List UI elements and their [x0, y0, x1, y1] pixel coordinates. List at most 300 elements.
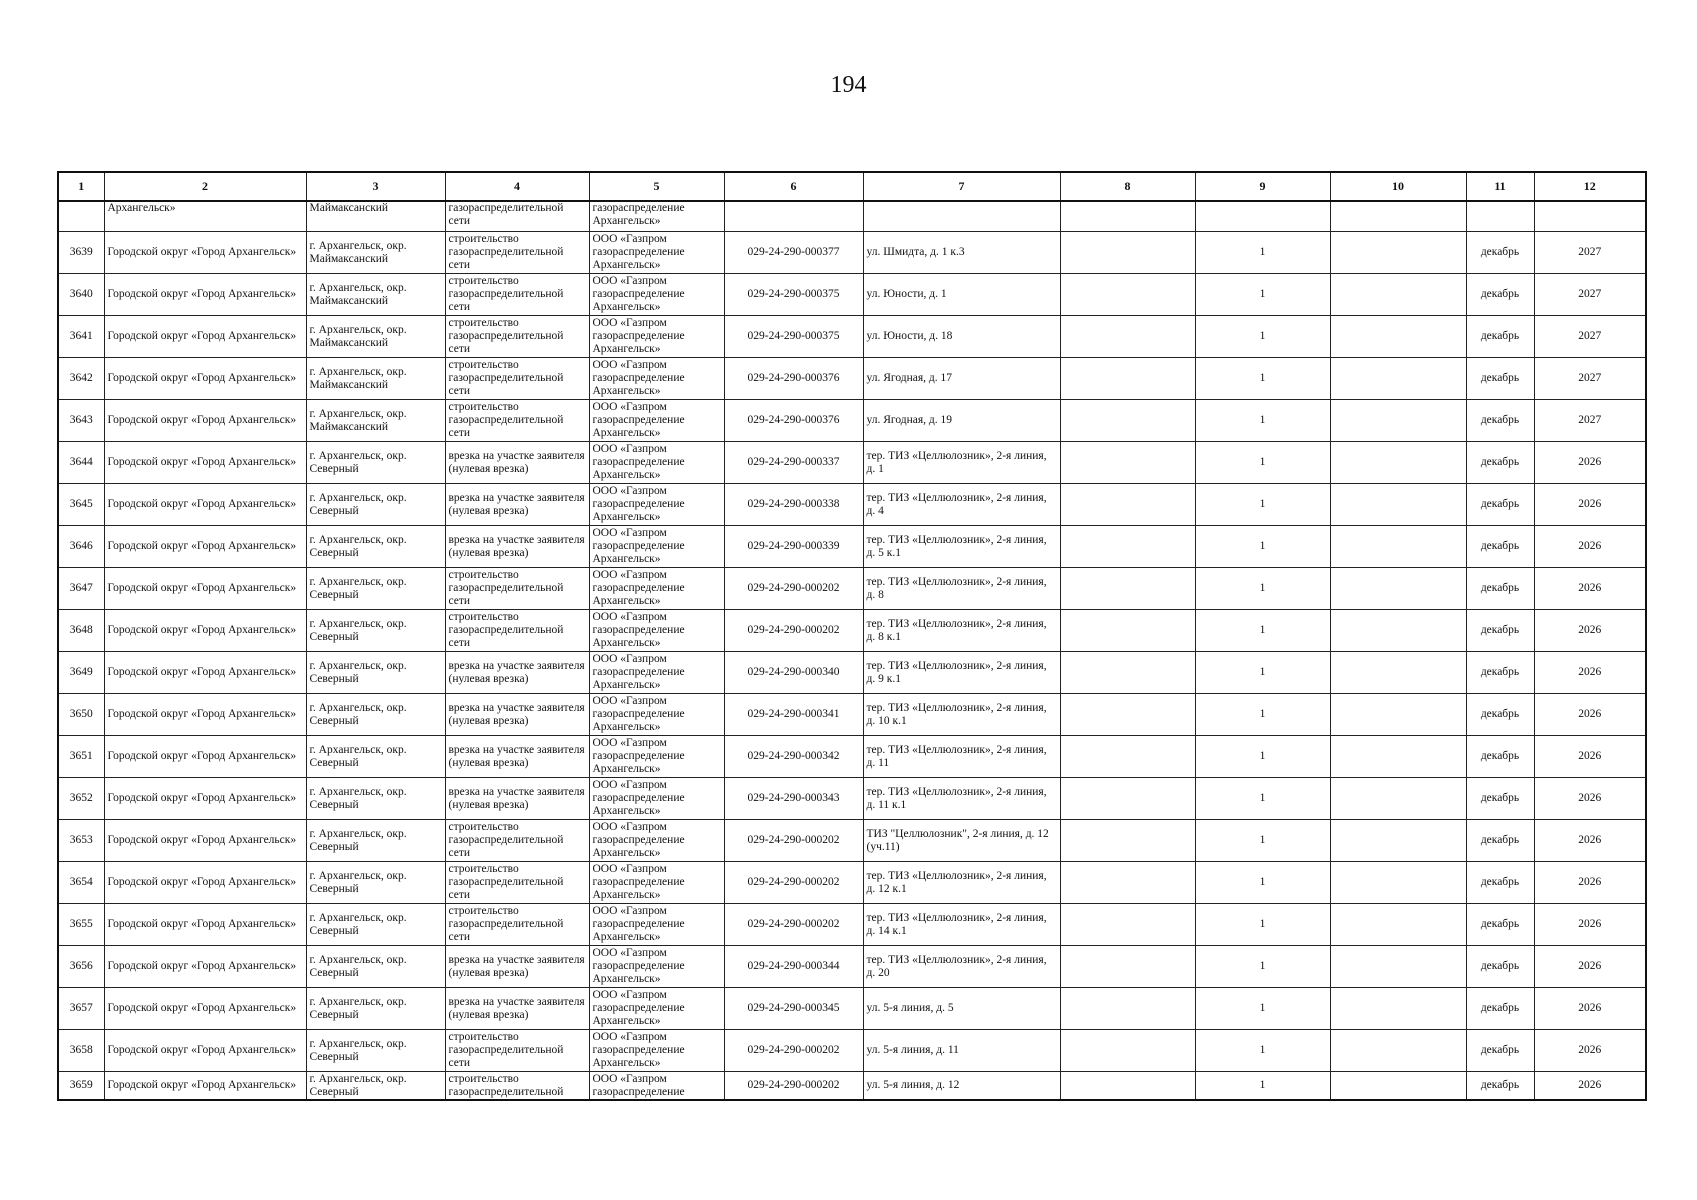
cell-work-type: строительство газораспределительной [445, 1072, 589, 1101]
cell-municipality: Городской округ «Город Архангельск» [104, 652, 306, 694]
cell-address: ул. Юности, д. 18 [863, 316, 1060, 358]
cell-address: тер. ТИЗ «Целлюлозник», 2-я линия, д. 8 к.1 [863, 610, 1060, 652]
cell-number: 3656 [58, 946, 104, 988]
cell-year: 2026 [1534, 484, 1646, 526]
cell-quantity: 1 [1195, 1030, 1330, 1072]
table-row [58, 232, 1646, 274]
cell-code: 029-24-290-000202 [724, 904, 863, 946]
cell-code: 029-24-290-000202 [724, 1072, 863, 1101]
cell-col10 [1330, 232, 1466, 274]
cell-year: 2026 [1534, 988, 1646, 1030]
cell-number: 3655 [58, 904, 104, 946]
cell-address: тер. ТИЗ «Целлюлозник», 2-я линия, д. 20 [863, 946, 1060, 988]
cell-year: 2027 [1534, 274, 1646, 316]
table-row [58, 1072, 1646, 1101]
cell-number: 3641 [58, 316, 104, 358]
cell-work-type: строительство газораспределительной сети [445, 862, 589, 904]
cell-month: декабрь [1466, 274, 1534, 316]
cell-year: 2026 [1534, 652, 1646, 694]
column-header-7: 7 [863, 172, 1060, 201]
cell-quantity: 1 [1195, 358, 1330, 400]
column-header-3: 3 [306, 172, 445, 201]
table-row [58, 568, 1646, 610]
cell-col8 [1060, 274, 1195, 316]
column-header-10: 10 [1330, 172, 1466, 201]
cell-address: ул. 5-я линия, д. 5 [863, 988, 1060, 1030]
cell-locality: г. Архангельск, окр. Маймаксанский [306, 232, 445, 274]
cell-organization: ООО «Газпром газораспределение Архангельск» [589, 568, 724, 610]
cell-code: 029-24-290-000376 [724, 400, 863, 442]
table-row [58, 988, 1646, 1030]
cell-organization: ООО «Газпром газораспределение Архангельск» [589, 610, 724, 652]
cell-municipality: Городской округ «Город Архангельск» [104, 232, 306, 274]
cell-number: 3640 [58, 274, 104, 316]
cell-code: 029-24-290-000337 [724, 442, 863, 484]
page-number: 194 [830, 72, 867, 98]
cell-number: 3654 [58, 862, 104, 904]
cell-work-type: врезка на участке заявителя (нулевая врезка) [445, 694, 589, 736]
cell-address: ул. Шмидта, д. 1 к.3 [863, 232, 1060, 274]
cell-col10 [1330, 1030, 1466, 1072]
column-header-12: 12 [1534, 172, 1646, 201]
cell-organization: ООО «Газпром газораспределение Архангельск» [589, 946, 724, 988]
cell-municipality: Городской округ «Город Архангельск» [104, 442, 306, 484]
cell-number: 3649 [58, 652, 104, 694]
cell-col10 [1330, 946, 1466, 988]
cell-work-type: строительство газораспределительной сети [445, 820, 589, 862]
cell-code: 029-24-290-000375 [724, 274, 863, 316]
cell-quantity: 1 [1195, 694, 1330, 736]
cell-address: ул. Ягодная, д. 19 [863, 400, 1060, 442]
cell-address: тер. ТИЗ «Целлюлозник», 2-я линия, д. 14 к.1 [863, 904, 1060, 946]
cell-locality: г. Архангельск, окр. Маймаксанский [306, 358, 445, 400]
cell-address: тер. ТИЗ «Целлюлозник», 2-я линия, д. 9 к.1 [863, 652, 1060, 694]
cell-number: 3652 [58, 778, 104, 820]
cell-code: 029-24-290-000339 [724, 526, 863, 568]
cell-code: 029-24-290-000202 [724, 610, 863, 652]
column-header-4: 4 [445, 172, 589, 201]
cell-year: 2026 [1534, 1072, 1646, 1101]
cell-work-type: строительство газораспределительной сети [445, 400, 589, 442]
cell-col8 [1060, 652, 1195, 694]
cell-col8 [1060, 778, 1195, 820]
cell-quantity: 1 [1195, 778, 1330, 820]
column-header-8: 8 [1060, 172, 1195, 201]
cell-code: 029-24-290-000202 [724, 820, 863, 862]
cell-month: декабрь [1466, 358, 1534, 400]
cell-locality: г. Архангельск, окр. Северный [306, 442, 445, 484]
cell-work-type: строительство газораспределительной сети [445, 274, 589, 316]
cell-code: 029-24-290-000202 [724, 568, 863, 610]
cell-month: декабрь [1466, 610, 1534, 652]
cell-municipality: Городской округ «Город Архангельск» [104, 1072, 306, 1101]
table-row [58, 442, 1646, 484]
cell-work-type: газораспределительной сети [445, 201, 589, 232]
cell-col8 [1060, 610, 1195, 652]
cell-municipality: Городской округ «Город Архангельск» [104, 1030, 306, 1072]
cell-organization: ООО «Газпром газораспределение Архангельск» [589, 694, 724, 736]
cell-municipality: Городской округ «Город Архангельск» [104, 694, 306, 736]
cell-locality: г. Архангельск, окр. Северный [306, 736, 445, 778]
cell-work-type: врезка на участке заявителя (нулевая врезка) [445, 442, 589, 484]
cell-col8 [1060, 862, 1195, 904]
cell-work-type: врезка на участке заявителя (нулевая врезка) [445, 778, 589, 820]
cell-locality: г. Архангельск, окр. Северный [306, 568, 445, 610]
column-header-6: 6 [724, 172, 863, 201]
cell-col8 [1060, 400, 1195, 442]
cell-number: 3651 [58, 736, 104, 778]
cell-col10 [1330, 904, 1466, 946]
cell-address: ул. 5-я линия, д. 12 [863, 1072, 1060, 1101]
cell-quantity: 1 [1195, 232, 1330, 274]
cell-municipality: Городской округ «Город Архангельск» [104, 358, 306, 400]
cell-number: 3642 [58, 358, 104, 400]
cell-col8 [1060, 201, 1195, 232]
cell-col10 [1330, 862, 1466, 904]
cell-month: декабрь [1466, 568, 1534, 610]
column-header-1: 1 [58, 172, 104, 201]
cell-locality: г. Архангельск, окр. Северный [306, 778, 445, 820]
cell-col8 [1060, 988, 1195, 1030]
table-row [58, 652, 1646, 694]
cell-number: 3643 [58, 400, 104, 442]
cell-month: декабрь [1466, 1030, 1534, 1072]
cell-address: тер. ТИЗ «Целлюлозник», 2-я линия, д. 8 [863, 568, 1060, 610]
cell-col8 [1060, 316, 1195, 358]
cell-number: 3653 [58, 820, 104, 862]
cell-quantity [1195, 201, 1330, 232]
table-body [58, 201, 1646, 1100]
cell-locality: г. Архангельск, окр. Северный [306, 988, 445, 1030]
cell-address: тер. ТИЗ «Целлюлозник», 2-я линия, д. 5 к.1 [863, 526, 1060, 568]
cell-col10 [1330, 484, 1466, 526]
column-header-5: 5 [589, 172, 724, 201]
cell-locality: г. Архангельск, окр. Северный [306, 484, 445, 526]
table-row [58, 820, 1646, 862]
cell-col10 [1330, 400, 1466, 442]
cell-code: 029-24-290-000338 [724, 484, 863, 526]
cell-organization: ООО «Газпром газораспределение Архангельск» [589, 652, 724, 694]
registry-table [57, 171, 1647, 1101]
table-row [58, 778, 1646, 820]
cell-code: 029-24-290-000344 [724, 946, 863, 988]
cell-year: 2026 [1534, 526, 1646, 568]
cell-month: декабрь [1466, 652, 1534, 694]
cell-organization: ООО «Газпром газораспределение Архангельск» [589, 736, 724, 778]
cell-work-type: строительство газораспределительной сети [445, 358, 589, 400]
cell-col8 [1060, 232, 1195, 274]
cell-locality: г. Архангельск, окр. Северный [306, 610, 445, 652]
cell-quantity: 1 [1195, 274, 1330, 316]
cell-col10 [1330, 274, 1466, 316]
cell-organization: ООО «Газпром газораспределение [589, 1072, 724, 1101]
cell-col8 [1060, 946, 1195, 988]
cell-quantity: 1 [1195, 568, 1330, 610]
cell-number: 3645 [58, 484, 104, 526]
cell-col8 [1060, 904, 1195, 946]
cell-work-type: строительство газораспределительной сети [445, 610, 589, 652]
cell-col8 [1060, 1072, 1195, 1101]
cell-locality: Маймаксанский [306, 201, 445, 232]
cell-number: 3646 [58, 526, 104, 568]
cell-month: декабрь [1466, 778, 1534, 820]
table-row [58, 400, 1646, 442]
cell-organization: ООО «Газпром газораспределение Архангельск» [589, 862, 724, 904]
cell-work-type: строительство газораспределительной сети [445, 232, 589, 274]
cell-col8 [1060, 358, 1195, 400]
cell-organization: ООО «Газпром газораспределение Архангельск» [589, 904, 724, 946]
cell-month: декабрь [1466, 694, 1534, 736]
cell-code: 029-24-290-000345 [724, 988, 863, 1030]
cell-work-type: врезка на участке заявителя (нулевая врезка) [445, 946, 589, 988]
continuation-row [58, 201, 1646, 232]
cell-month: декабрь [1466, 316, 1534, 358]
cell-year: 2027 [1534, 232, 1646, 274]
cell-col10 [1330, 736, 1466, 778]
cell-col10 [1330, 820, 1466, 862]
table-row [58, 526, 1646, 568]
cell-organization: ООО «Газпром газораспределение Архангельск» [589, 1030, 724, 1072]
cell-work-type: строительство газораспределительной сети [445, 568, 589, 610]
cell-quantity: 1 [1195, 988, 1330, 1030]
cell-municipality: Городской округ «Город Архангельск» [104, 568, 306, 610]
cell-code [724, 201, 863, 232]
cell-year: 2026 [1534, 820, 1646, 862]
cell-month: декабрь [1466, 526, 1534, 568]
cell-col10 [1330, 201, 1466, 232]
cell-work-type: строительство газораспределительной сети [445, 316, 589, 358]
table-row [58, 862, 1646, 904]
cell-quantity: 1 [1195, 442, 1330, 484]
cell-locality: г. Архангельск, окр. Северный [306, 1072, 445, 1101]
table-row [58, 316, 1646, 358]
cell-number: 3658 [58, 1030, 104, 1072]
cell-code: 029-24-290-000340 [724, 652, 863, 694]
cell-number [58, 201, 104, 232]
cell-municipality: Городской округ «Город Архангельск» [104, 946, 306, 988]
column-header-11: 11 [1466, 172, 1534, 201]
cell-month: декабрь [1466, 820, 1534, 862]
cell-number: 3659 [58, 1072, 104, 1101]
cell-col8 [1060, 736, 1195, 778]
cell-address: тер. ТИЗ «Целлюлозник», 2-я линия, д. 1 [863, 442, 1060, 484]
cell-month: декабрь [1466, 736, 1534, 778]
table-row [58, 274, 1646, 316]
cell-number: 3639 [58, 232, 104, 274]
cell-month: декабрь [1466, 484, 1534, 526]
cell-year: 2026 [1534, 568, 1646, 610]
cell-code: 029-24-290-000202 [724, 1030, 863, 1072]
cell-col10 [1330, 694, 1466, 736]
cell-code: 029-24-290-000202 [724, 862, 863, 904]
cell-col10 [1330, 1072, 1466, 1101]
cell-locality: г. Архангельск, окр. Маймаксанский [306, 274, 445, 316]
cell-municipality: Городской округ «Город Архангельск» [104, 862, 306, 904]
cell-work-type: врезка на участке заявителя (нулевая врезка) [445, 526, 589, 568]
cell-address: тер. ТИЗ «Целлюлозник», 2-я линия, д. 4 [863, 484, 1060, 526]
cell-quantity: 1 [1195, 484, 1330, 526]
cell-col10 [1330, 778, 1466, 820]
cell-quantity: 1 [1195, 1072, 1330, 1101]
column-header-9: 9 [1195, 172, 1330, 201]
cell-col8 [1060, 484, 1195, 526]
table-row [58, 904, 1646, 946]
cell-month: декабрь [1466, 1072, 1534, 1101]
cell-year: 2026 [1534, 1030, 1646, 1072]
cell-address: ул. Юности, д. 1 [863, 274, 1060, 316]
cell-col8 [1060, 820, 1195, 862]
cell-municipality: Городской округ «Город Архангельск» [104, 610, 306, 652]
cell-month [1466, 201, 1534, 232]
cell-municipality: Городской округ «Город Архангельск» [104, 484, 306, 526]
table-row [58, 946, 1646, 988]
cell-organization: ООО «Газпром газораспределение Архангельск» [589, 232, 724, 274]
cell-address: ТИЗ "Целлюлозник", 2-я линия, д. 12 (уч.11) [863, 820, 1060, 862]
cell-number: 3644 [58, 442, 104, 484]
cell-quantity: 1 [1195, 652, 1330, 694]
table-row [58, 1030, 1646, 1072]
cell-code: 029-24-290-000375 [724, 316, 863, 358]
cell-municipality: Городской округ «Город Архангельск» [104, 736, 306, 778]
cell-quantity: 1 [1195, 862, 1330, 904]
cell-municipality: Городской округ «Город Архангельск» [104, 778, 306, 820]
cell-work-type: строительство газораспределительной сети [445, 904, 589, 946]
cell-address: тер. ТИЗ «Целлюлозник», 2-я линия, д. 12 к.1 [863, 862, 1060, 904]
cell-col10 [1330, 988, 1466, 1030]
cell-municipality: Городской округ «Город Архангельск» [104, 400, 306, 442]
header-row [58, 172, 1646, 201]
cell-year: 2026 [1534, 778, 1646, 820]
cell-address: тер. ТИЗ «Целлюлозник», 2-я линия, д. 11 к.1 [863, 778, 1060, 820]
cell-organization: ООО «Газпром газораспределение Архангельск» [589, 988, 724, 1030]
cell-month: декабрь [1466, 442, 1534, 484]
cell-municipality: Городской округ «Город Архангельск» [104, 274, 306, 316]
cell-work-type: врезка на участке заявителя (нулевая врезка) [445, 988, 589, 1030]
cell-locality: г. Архангельск, окр. Северный [306, 862, 445, 904]
cell-code: 029-24-290-000341 [724, 694, 863, 736]
cell-year: 2026 [1534, 442, 1646, 484]
cell-organization: ООО «Газпром газораспределение Архангельск» [589, 778, 724, 820]
cell-locality: г. Архангельск, окр. Северный [306, 1030, 445, 1072]
cell-col8 [1060, 526, 1195, 568]
cell-address: ул. 5-я линия, д. 11 [863, 1030, 1060, 1072]
cell-municipality: Городской округ «Город Архангельск» [104, 988, 306, 1030]
cell-month: декабрь [1466, 946, 1534, 988]
cell-organization: ООО «Газпром газораспределение Архангельск» [589, 400, 724, 442]
cell-organization: ООО «Газпром газораспределение Архангельск» [589, 484, 724, 526]
cell-quantity: 1 [1195, 610, 1330, 652]
cell-locality: г. Архангельск, окр. Северный [306, 652, 445, 694]
cell-municipality: Городской округ «Город Архангельск» [104, 316, 306, 358]
cell-locality: г. Архангельск, окр. Северный [306, 526, 445, 568]
cell-organization: ООО «Газпром газораспределение Архангельск» [589, 820, 724, 862]
table-row [58, 736, 1646, 778]
cell-col10 [1330, 610, 1466, 652]
cell-organization: ООО «Газпром газораспределение Архангельск» [589, 358, 724, 400]
cell-col10 [1330, 442, 1466, 484]
cell-locality: г. Архангельск, окр. Северный [306, 694, 445, 736]
cell-organization: газораспределение Архангельск» [589, 201, 724, 232]
cell-year: 2027 [1534, 358, 1646, 400]
cell-code: 029-24-290-000343 [724, 778, 863, 820]
cell-organization: ООО «Газпром газораспределение Архангельск» [589, 274, 724, 316]
cell-number: 3648 [58, 610, 104, 652]
cell-col10 [1330, 316, 1466, 358]
cell-address: тер. ТИЗ «Целлюлозник», 2-я линия, д. 10 к.1 [863, 694, 1060, 736]
cell-municipality: Городской округ «Город Архангельск» [104, 904, 306, 946]
cell-organization: ООО «Газпром газораспределение Архангельск» [589, 526, 724, 568]
cell-municipality: Городской округ «Город Архангельск» [104, 820, 306, 862]
cell-organization: ООО «Газпром газораспределение Архангельск» [589, 316, 724, 358]
table-row [58, 694, 1646, 736]
table-row [58, 610, 1646, 652]
table-row [58, 358, 1646, 400]
cell-year: 2026 [1534, 862, 1646, 904]
cell-quantity: 1 [1195, 904, 1330, 946]
cell-municipality: Городской округ «Город Архангельск» [104, 526, 306, 568]
table-row [58, 484, 1646, 526]
cell-year: 2026 [1534, 610, 1646, 652]
cell-col8 [1060, 694, 1195, 736]
cell-col10 [1330, 568, 1466, 610]
cell-quantity: 1 [1195, 526, 1330, 568]
cell-work-type: врезка на участке заявителя (нулевая врезка) [445, 652, 589, 694]
cell-address: ул. Ягодная, д. 17 [863, 358, 1060, 400]
cell-col8 [1060, 568, 1195, 610]
cell-month: декабрь [1466, 232, 1534, 274]
cell-year: 2027 [1534, 400, 1646, 442]
cell-work-type: строительство газораспределительной сети [445, 1030, 589, 1072]
cell-work-type: врезка на участке заявителя (нулевая врезка) [445, 736, 589, 778]
cell-number: 3647 [58, 568, 104, 610]
cell-address [863, 201, 1060, 232]
cell-number: 3650 [58, 694, 104, 736]
cell-year: 2026 [1534, 904, 1646, 946]
cell-col10 [1330, 652, 1466, 694]
cell-work-type: врезка на участке заявителя (нулевая врезка) [445, 484, 589, 526]
cell-month: декабрь [1466, 862, 1534, 904]
cell-col10 [1330, 526, 1466, 568]
cell-locality: г. Архангельск, окр. Маймаксанский [306, 316, 445, 358]
cell-code: 029-24-290-000376 [724, 358, 863, 400]
cell-year: 2026 [1534, 694, 1646, 736]
cell-quantity: 1 [1195, 316, 1330, 358]
cell-municipality: Архангельск» [104, 201, 306, 232]
cell-code: 029-24-290-000377 [724, 232, 863, 274]
cell-month: декабрь [1466, 988, 1534, 1030]
cell-locality: г. Архангельск, окр. Северный [306, 820, 445, 862]
column-header-2: 2 [104, 172, 306, 201]
cell-col10 [1330, 358, 1466, 400]
cell-number: 3657 [58, 988, 104, 1030]
cell-year: 2026 [1534, 946, 1646, 988]
cell-locality: г. Архангельск, окр. Северный [306, 946, 445, 988]
cell-quantity: 1 [1195, 946, 1330, 988]
cell-year: 2026 [1534, 736, 1646, 778]
cell-year [1534, 201, 1646, 232]
cell-locality: г. Архангельск, окр. Северный [306, 904, 445, 946]
cell-col8 [1060, 442, 1195, 484]
cell-quantity: 1 [1195, 736, 1330, 778]
cell-month: декабрь [1466, 400, 1534, 442]
cell-col8 [1060, 1030, 1195, 1072]
cell-month: декабрь [1466, 904, 1534, 946]
cell-locality: г. Архангельск, окр. Маймаксанский [306, 400, 445, 442]
cell-year: 2027 [1534, 316, 1646, 358]
cell-quantity: 1 [1195, 400, 1330, 442]
cell-quantity: 1 [1195, 820, 1330, 862]
cell-code: 029-24-290-000342 [724, 736, 863, 778]
